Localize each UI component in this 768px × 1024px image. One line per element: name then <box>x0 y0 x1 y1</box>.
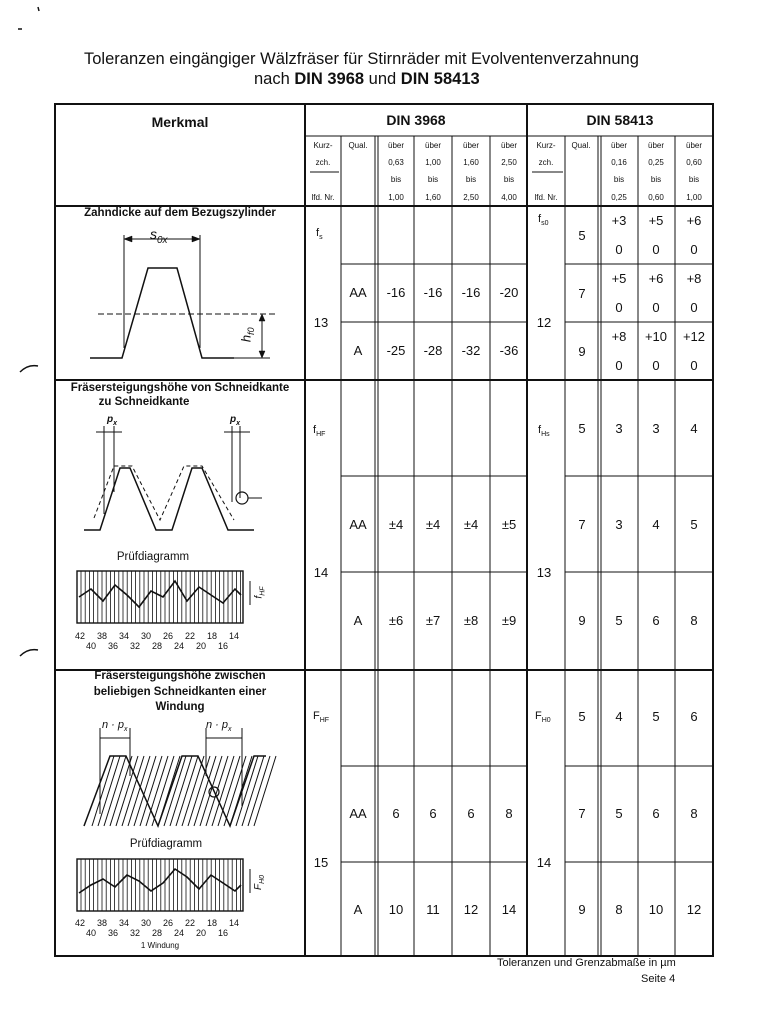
section3-label-line3: Windung <box>155 701 205 713</box>
label-fhf-diag-sub: HF <box>259 586 267 596</box>
header-din58413: DIN 58413 <box>586 112 654 128</box>
s1-58413-qual-2: 9 <box>578 344 586 359</box>
range-ueber-58413-1: über <box>647 141 665 150</box>
s3-58413-value-2-1: 10 <box>648 902 664 917</box>
s1-58413-qual-1: 7 <box>578 286 586 301</box>
s2-din3968-code-sub: HF <box>316 431 326 439</box>
s3-3968-value-1-2: 12 <box>463 902 479 917</box>
label-hf0 <box>239 327 257 342</box>
range-to-58413-1: 0,60 <box>648 193 664 202</box>
s1-din3968-nr: 13 <box>313 315 329 330</box>
s3-58413-value-0-1: 5 <box>652 709 660 724</box>
pitch-profile-figure <box>74 412 274 542</box>
ticks2-top-3: 30 <box>140 918 152 928</box>
ticks1-bot-0: 40 <box>85 641 97 651</box>
s3-3968-value-1-0: 10 <box>388 902 404 917</box>
label-px-2-main: p <box>230 414 237 425</box>
ticks2-bot-1: 36 <box>107 928 119 938</box>
s3-58413-value-0-2: 6 <box>690 709 698 724</box>
s2-din3968-code <box>313 424 325 438</box>
section3-label-line2: beliebigen Schneidkanten einer <box>93 686 267 698</box>
label-px-4-sub: x <box>228 726 232 734</box>
header-qual-3968: Qual. <box>348 141 368 150</box>
range-bis-3968-2: bis <box>465 175 477 184</box>
ticks1-top-0: 42 <box>74 631 86 641</box>
s1-din58413-code-main: f <box>538 213 542 225</box>
s2-din3968-code-main: f <box>313 424 317 436</box>
s1-58413-lower-2-2: 0 <box>690 358 698 373</box>
s1-58413-upper-1-0: +5 <box>611 271 627 286</box>
title-prefix: nach <box>254 70 295 88</box>
s3-din58413-code <box>535 710 551 724</box>
range-ueber-3968-0: über <box>387 141 405 150</box>
s2-58413-value-0-0: 3 <box>615 421 623 436</box>
s2-3968-value-0-2: ±4 <box>463 517 479 532</box>
section1-label: Zahndicke auf dem Bezugszylinder <box>84 207 276 219</box>
s2-58413-value-2-0: 5 <box>615 613 623 628</box>
s3-din58413-nr: 14 <box>536 855 552 870</box>
s1-3968-value-1-2: -32 <box>461 343 481 358</box>
s2-58413-value-1-1: 4 <box>652 517 660 532</box>
range-bis-58413-0: bis <box>613 175 625 184</box>
range-bis-3968-0: bis <box>390 175 402 184</box>
range-from-3968-1: 1,00 <box>425 158 441 167</box>
header-zch-3968: zch. <box>315 158 331 167</box>
label-px-2 <box>230 414 240 427</box>
s1-58413-upper-1-1: +6 <box>648 271 664 286</box>
test-diagram-1 <box>75 567 275 627</box>
s1-3968-value-1-0: -25 <box>386 343 406 358</box>
s1-58413-upper-0-0: +3 <box>611 213 627 228</box>
s3-din3968-code <box>313 710 329 724</box>
s3-3968-value-0-3: 8 <box>505 806 513 821</box>
ticks2-top-6: 18 <box>206 918 218 928</box>
s2-3968-value-0-3: ±5 <box>501 517 517 532</box>
header-kurz-3968: Kurz- <box>313 141 333 150</box>
s3-din3968-code-sub: HF <box>319 717 330 725</box>
s2-din3968-nr: 14 <box>313 565 329 580</box>
label-px-4-main: p <box>221 719 229 731</box>
s1-din3968-code-main: f <box>316 227 320 239</box>
header-kurz-58413: Kurz- <box>536 141 556 150</box>
s3-58413-value-0-0: 4 <box>615 709 623 724</box>
label-n-px-2 <box>206 719 232 733</box>
s3-58413-qual-2: 9 <box>578 902 586 917</box>
section2-pruefdiagramm-label: Prüfdiagramm <box>116 551 190 563</box>
s2-3968-qual-0: AA <box>349 517 367 532</box>
label-fhf-diag-main: f <box>253 595 265 599</box>
ticks1-top-7: 14 <box>228 631 240 641</box>
label-fhf-diag <box>254 586 267 598</box>
range-ueber-3968-1: über <box>424 141 442 150</box>
ticks2-top-7: 14 <box>228 918 240 928</box>
tooth-thickness-figure <box>80 222 300 367</box>
ticks2-bot-4: 24 <box>173 928 185 938</box>
s2-58413-value-1-2: 5 <box>690 517 698 532</box>
label-s0x-sub: 0x <box>157 234 168 246</box>
label-px-1-sub: x <box>113 420 118 427</box>
ticks2-top-2: 34 <box>118 918 130 928</box>
s3-58413-value-2-2: 12 <box>686 902 702 917</box>
ticks2-top-0: 42 <box>74 918 86 928</box>
range-bis-58413-2: bis <box>688 175 700 184</box>
s3-3968-value-1-1: 11 <box>426 902 440 917</box>
s1-din58413-code <box>538 213 548 227</box>
section2-label: Fräsersteigungshöhe von Schneidkante <box>70 382 290 394</box>
ticks2-bot-6: 16 <box>217 928 229 938</box>
ticks1-bot-1: 36 <box>107 641 119 651</box>
range-from-58413-2: 0,60 <box>686 158 702 167</box>
s3-58413-value-1-0: 5 <box>615 806 623 821</box>
range-ueber-58413-2: über <box>685 141 703 150</box>
s1-58413-qual-0: 5 <box>578 228 586 243</box>
ticks1-top-4: 26 <box>162 631 174 641</box>
s1-3968-value-0-3: -20 <box>499 285 519 300</box>
ticks1-bot-2: 32 <box>129 641 141 651</box>
label-fh0-diag-sub: H0 <box>259 874 267 884</box>
label-px-1-main: p <box>107 414 114 425</box>
s3-58413-qual-0: 5 <box>578 709 586 724</box>
s2-58413-qual-0: 5 <box>578 421 586 436</box>
s3-din58413-code-sub: H0 <box>541 717 551 725</box>
s2-3968-qual-1: A <box>353 613 363 628</box>
ticks2-bot-0: 40 <box>85 928 97 938</box>
range-from-3968-3: 2,50 <box>501 158 517 167</box>
cumulative-pitch-figure <box>70 716 280 834</box>
s1-3968-value-0-2: -16 <box>461 285 481 300</box>
section3-label: Fräsersteigungshöhe zwischen <box>94 670 266 682</box>
range-bis-3968-3: bis <box>503 175 515 184</box>
label-px-1 <box>107 414 117 427</box>
range-ueber-58413-0: über <box>610 141 628 150</box>
section3-pruefdiagramm-label: Prüfdiagramm <box>129 838 203 850</box>
s1-3968-qual-1: A <box>353 343 363 358</box>
s3-58413-qual-1: 7 <box>578 806 586 821</box>
s1-din3968-code <box>316 227 323 241</box>
label-s0x-main: s <box>150 226 157 242</box>
s1-3968-value-0-1: -16 <box>423 285 443 300</box>
ticks1-top-2: 34 <box>118 631 130 641</box>
range-to-3968-2: 2,50 <box>463 193 479 202</box>
ticks1-top-1: 38 <box>96 631 108 641</box>
ticks2-bot-2: 32 <box>129 928 141 938</box>
s1-58413-upper-0-2: +6 <box>686 213 702 228</box>
s1-58413-lower-1-2: 0 <box>690 300 698 315</box>
s1-3968-qual-0: AA <box>349 285 367 300</box>
s3-3968-qual-0: AA <box>349 806 367 821</box>
label-px-3-sub: x <box>124 726 128 734</box>
label-n-2: n · <box>206 719 219 731</box>
range-to-58413-2: 1,00 <box>686 193 702 202</box>
s3-58413-value-1-2: 8 <box>690 806 698 821</box>
s1-din58413-nr: 12 <box>536 315 552 330</box>
section2-label-line2: zu Schneidkante <box>98 396 190 408</box>
s1-58413-lower-2-1: 0 <box>652 358 660 373</box>
range-bis-3968-1: bis <box>427 175 439 184</box>
range-from-3968-0: 0,63 <box>388 158 404 167</box>
label-hf0-sub: f0 <box>246 327 257 335</box>
s2-58413-qual-2: 9 <box>578 613 586 628</box>
s2-3968-value-1-3: ±9 <box>501 613 517 628</box>
ticks2-bot-3: 28 <box>151 928 163 938</box>
header-din3968: DIN 3968 <box>386 112 446 128</box>
label-hf0-main: h <box>238 334 254 343</box>
label-n-1: n · <box>102 719 115 731</box>
label-s0x <box>150 226 168 246</box>
s3-58413-value-2-0: 8 <box>615 902 623 917</box>
label-fh0-diag-main: F <box>253 883 265 891</box>
ticks1-top-5: 22 <box>184 631 196 641</box>
page-title-line1: Toleranzen eingängiger Wälzfräser für Stirnräder mit Evolventenverzahnung <box>84 50 639 68</box>
s1-3968-value-0-0: -16 <box>386 285 406 300</box>
s2-din58413-code-sub: Hs <box>541 431 550 439</box>
range-from-58413-0: 0,16 <box>611 158 627 167</box>
s1-58413-lower-0-1: 0 <box>652 242 660 257</box>
s3-din3968-code-main: F <box>313 710 320 722</box>
s3-3968-value-0-0: 6 <box>392 806 400 821</box>
ticks2-bot-5: 20 <box>195 928 207 938</box>
s3-din3968-nr: 15 <box>313 855 329 870</box>
label-px-2-sub: x <box>236 420 241 427</box>
s1-58413-upper-0-1: +5 <box>648 213 664 228</box>
label-px-3-main: p <box>117 719 125 731</box>
s2-58413-value-2-2: 8 <box>690 613 698 628</box>
ticks2-top-1: 38 <box>96 918 108 928</box>
range-from-3968-2: 1,60 <box>463 158 479 167</box>
s3-3968-value-1-3: 14 <box>501 902 517 917</box>
s2-3968-value-1-1: ±7 <box>425 613 441 628</box>
footer-page-number: Seite 4 <box>641 973 676 985</box>
range-to-58413-0: 0,25 <box>611 193 627 202</box>
ticks2-top-5: 22 <box>184 918 196 928</box>
s1-58413-upper-1-2: +8 <box>686 271 702 286</box>
s2-58413-value-1-0: 3 <box>615 517 623 532</box>
s1-58413-upper-2-2: +12 <box>682 329 706 344</box>
s2-58413-value-0-1: 3 <box>652 421 660 436</box>
header-merkmal: Merkmal <box>151 114 209 130</box>
s2-3968-value-0-1: ±4 <box>425 517 441 532</box>
s1-58413-upper-2-0: +8 <box>611 329 627 344</box>
range-from-58413-1: 0,25 <box>648 158 664 167</box>
s2-3968-value-0-0: ±4 <box>388 517 404 532</box>
s3-3968-value-0-1: 6 <box>429 806 437 821</box>
ticks1-bot-4: 24 <box>173 641 185 651</box>
s1-58413-lower-2-0: 0 <box>615 358 623 373</box>
header-lfd-58413: lfd. Nr. <box>534 193 558 202</box>
ticks1-bot-5: 20 <box>195 641 207 651</box>
s2-3968-value-1-0: ±6 <box>388 613 404 628</box>
range-ueber-3968-2: über <box>462 141 480 150</box>
range-bis-58413-1: bis <box>650 175 662 184</box>
s1-58413-lower-1-0: 0 <box>615 300 623 315</box>
s1-3968-value-1-3: -36 <box>499 343 519 358</box>
s1-din58413-code-sub: s0 <box>541 220 549 228</box>
s2-din58413-nr: 13 <box>536 565 552 580</box>
s3-3968-value-0-2: 6 <box>467 806 475 821</box>
ticks1-bot-6: 16 <box>217 641 229 651</box>
ticks1-top-3: 30 <box>140 631 152 641</box>
title-standard-din58413: DIN 58413 <box>400 70 480 88</box>
s1-din3968-code-sub: s <box>319 234 323 242</box>
header-lfd-3968: lfd. Nr. <box>311 193 335 202</box>
s1-58413-upper-2-1: +10 <box>644 329 668 344</box>
s2-3968-value-1-2: ±8 <box>463 613 479 628</box>
ticks2-top-4: 26 <box>162 918 174 928</box>
s2-din58413-code-main: f <box>538 424 542 436</box>
range-to-3968-0: 1,00 <box>388 193 404 202</box>
footer-units-note: Toleranzen und Grenzabmaße in µm <box>497 957 676 969</box>
header-qual-58413: Qual. <box>571 141 591 150</box>
one-windung-label: 1 Windung <box>140 941 180 950</box>
s3-din58413-code-main: F <box>535 710 542 722</box>
s1-58413-lower-1-1: 0 <box>652 300 660 315</box>
s1-3968-value-1-1: -28 <box>423 343 443 358</box>
s2-58413-qual-1: 7 <box>578 517 586 532</box>
s1-58413-lower-0-2: 0 <box>690 242 698 257</box>
s1-58413-lower-0-0: 0 <box>615 242 623 257</box>
label-n-px-1 <box>102 719 128 733</box>
range-to-3968-1: 1,60 <box>425 193 441 202</box>
ticks1-bot-3: 28 <box>151 641 163 651</box>
header-zch-58413: zch. <box>538 158 554 167</box>
test-diagram-2 <box>75 855 275 915</box>
title-conjunction: und <box>364 70 401 88</box>
s2-din58413-code <box>538 424 550 438</box>
title-standard-din3968: DIN 3968 <box>294 70 365 88</box>
s3-58413-value-1-1: 6 <box>652 806 660 821</box>
s2-58413-value-0-2: 4 <box>690 421 698 436</box>
label-fh0-diag <box>253 875 266 890</box>
range-to-3968-3: 4,00 <box>501 193 517 202</box>
s2-58413-value-2-1: 6 <box>652 613 660 628</box>
range-ueber-3968-3: über <box>500 141 518 150</box>
s3-3968-qual-1: A <box>353 902 363 917</box>
ticks1-top-6: 18 <box>206 631 218 641</box>
